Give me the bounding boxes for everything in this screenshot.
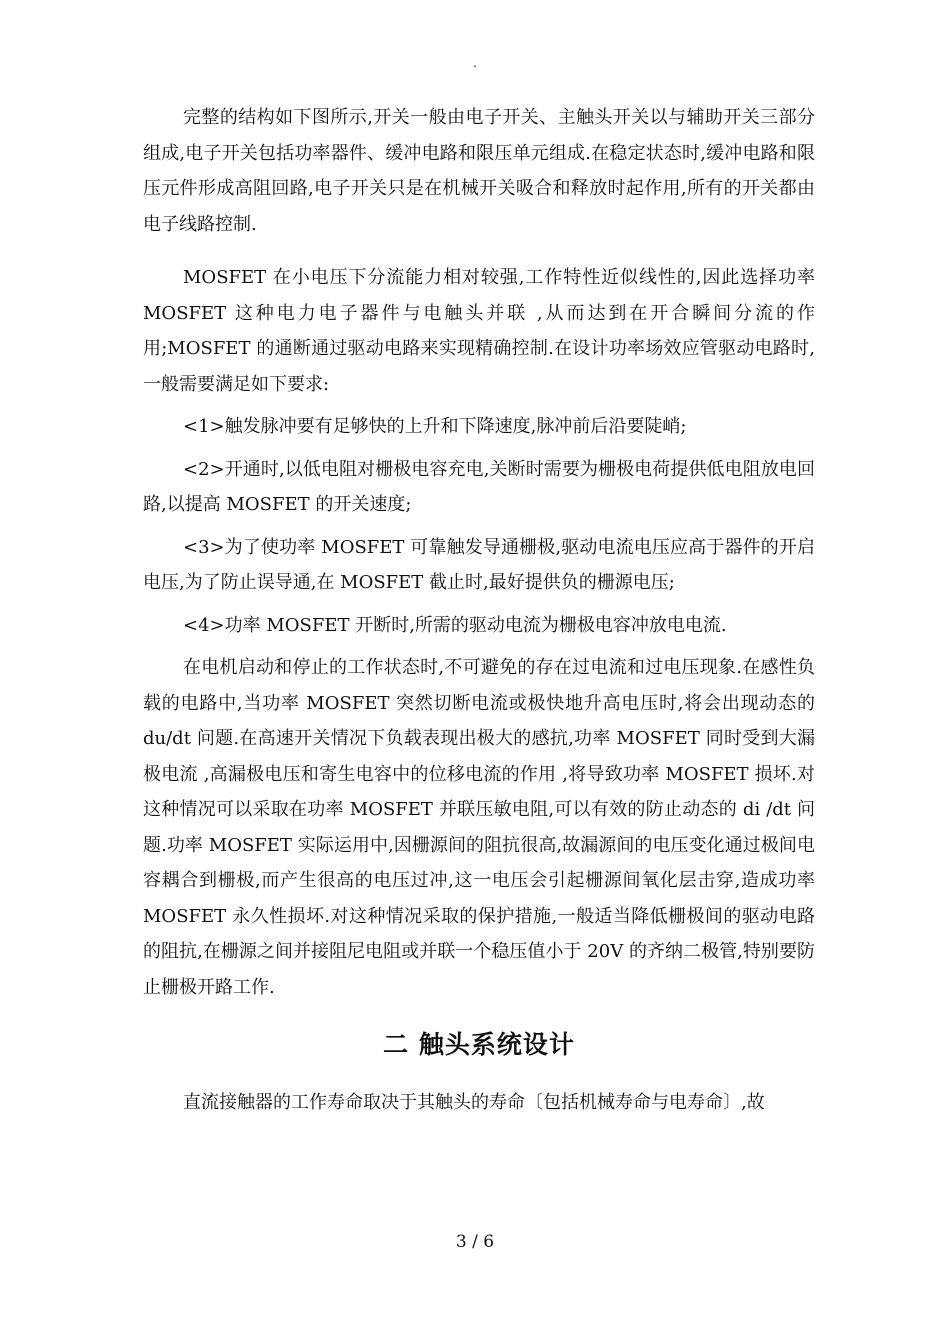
section-intro-paragraph: 直流接触器的工作寿命取决于其触头的寿命〔包括机械寿命与电寿命〕,故 [183,1092,765,1113]
paragraph-mosfet-intro: MOSFET 在小电压下分流能力相对较强,工作特性近似线性的,因此选择功率 MOSFET 这种电力电子器件与电触头并联 ,从而达到在开合瞬间分流的作用;MOSFET 的通断通过驱动电路来实现精确控制.在设计功率场效应管驱动电路时,一般需要满足如下要求: [143,267,815,395]
spacer [143,601,815,608]
section-heading: 二 触头系统设计 [383,1030,575,1059]
requirement-item-3: <3>为了使功率 MOSFET 可靠触发导通栅极,驱动电流电压应高于器件的开启电压,为了防止误导通,在 MOSFET 截止时,最好提供负的栅源电压; [143,536,815,593]
spacer [143,643,815,650]
requirement-item-2: <2>开通时,以低电阻对栅极电容充电,关断时需要为栅极电荷提供低电阻放电回路,以提高 MOSFET 的开关速度; [143,458,815,515]
paragraph-structure: 完整的结构如下图所示,开关一般由电子开关、主触头开关以与辅助开关三部分组成,电子开关包括功率器件、缓冲电路和限压单元组成.在稳定状态时,缓冲电路和限压元件形成高阻回路,电子开关只是在机械开关吸合和释放时起作用,所有的开关都由电子线路控制. [143,107,815,235]
document-body [143,100,815,1121]
page-number: 3 / 6 [455,1232,495,1252]
paragraph-protection: 在电机启动和停止的工作状态时,不可避免的存在过电流和过电压现象.在感性负载的电路中,当功率 MOSFET 突然切断电流或极快地升高电压时,将会出现动态的 du/dt 问题.在高速开关情况下负载表现出极大的感抗,功率 MOSFET 同时受到大漏极电流 ,高漏极电压和寄生电容中的位移电流的作用 ,将导致功率 MOSFET 损坏.对这种情况可以采取在功率 MOSFET 并联压敏电阻,可以有效的防止动态的 di /dt 问题.功率 MOSFET 实际运用中,因栅源间的阻抗很高,故漏源间的电压变化通过极间电容耦合到栅极,而产生很高的电压过冲,这一电压会引起栅源间氧化层击穿,造成功率 MOSFET 永久性损坏.对这种情况采取的保护措施,一般适当降低栅极间的驱动电路的阻抗,在栅源之间并接阻尼电阻或并联一个稳压值小于 20V 的齐纳二极管,特别要防止栅极开路工作. [143,657,815,998]
spacer [143,1073,815,1085]
spacer [143,445,815,452]
spacer [143,523,815,530]
header-mark: . [473,56,477,70]
spacer [143,242,815,260]
requirement-item-4: <4>功率 MOSFET 开断时,所需的驱动电流为栅极电容冲放电电流. [183,614,727,636]
spacer [143,1005,815,1017]
requirement-item-1: <1>触发脉冲要有足够快的上升和下降速度,脉冲前后沿要陡峭; [183,416,687,437]
spacer [143,402,815,409]
